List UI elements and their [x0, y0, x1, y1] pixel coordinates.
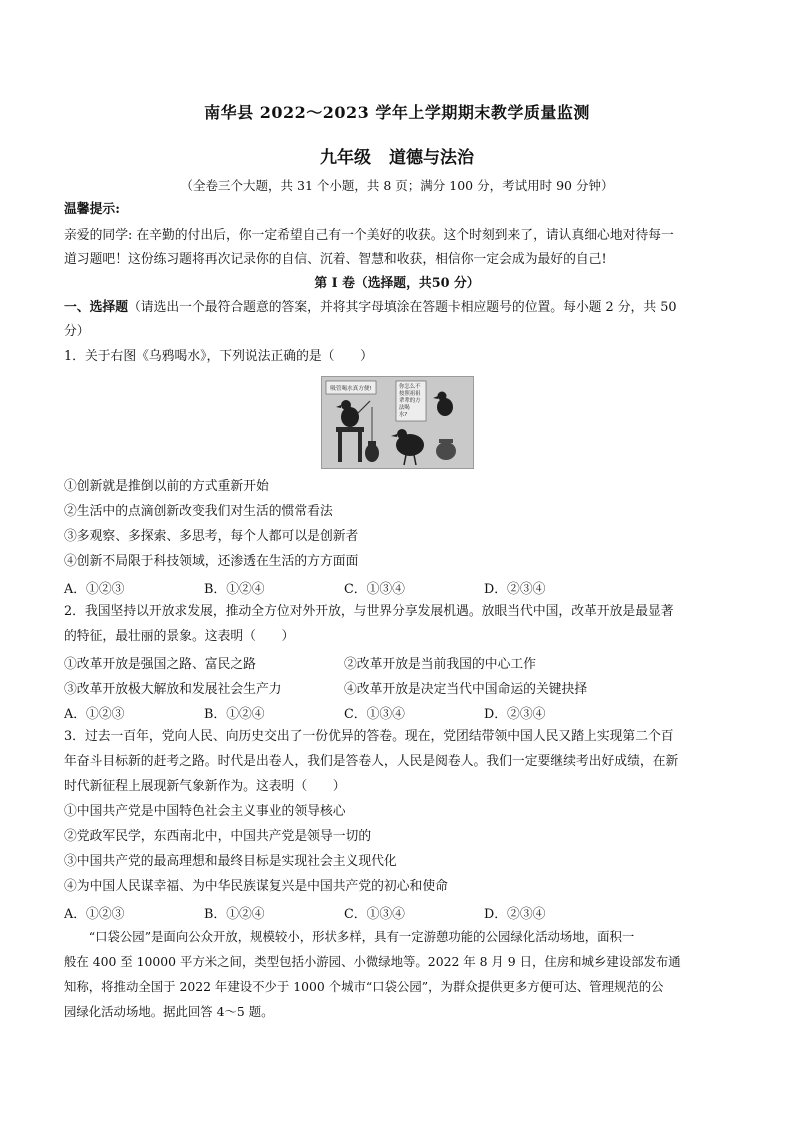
section-instructions-1 [64, 299, 744, 317]
q1-options [64, 578, 744, 596]
q2-option-a: A．①②③ [64, 707, 125, 722]
q3-options [64, 903, 744, 921]
material-line-2: 般在 400 至 10000 平方米之间，类型包括小游园、小微绿地等。2022 年 8 月 9 日，住房和城乡建设部发布通 [64, 954, 681, 969]
q3-option-b: B．①②④ [204, 907, 265, 922]
tips-label: 温馨提示: [64, 202, 120, 217]
bubble-left-text: 吸管喝水真方便! [330, 386, 372, 392]
material-line-1: “口袋公园”是面向公众开放，规模较小，形状多样，具有一定游憩功能的公园绿化活动场地，面积一 [88, 929, 635, 944]
q3-stem-2: 年奋斗目标新的赶考之路。时代是出卷人，我们是答卷人，人民是阅卷人。我们一定要继续考出好成绩，在新 [64, 754, 679, 769]
q1-item-4: ④创新不局限于科技领域，还渗透在生活的方方面面 [64, 554, 359, 569]
exam-note: （全卷三个大题，共 31 个小题，共 8 页；满分 100 分，考试用时 90 分钟） [180, 178, 614, 193]
q2-stem-1: 2．我国坚持以开放求发展，推动全方位对外开放，与世界分享发展机遇。放眼当代中国，改革开放是最显著 [64, 604, 674, 619]
q3-option-c: C．①③④ [344, 907, 405, 922]
section-instructions-text: （请选出一个最符合题意的答案，并将其字母填涂在答题卡相应题号的位置。每小题 2 分，共 50 [127, 300, 677, 315]
q3-item-2: ②党政军民学，东西南北中，中国共产党是领导一切的 [64, 829, 372, 844]
q3-option-a: A．①②③ [64, 907, 125, 922]
q3-item-3: ③中国共产党的最高理想和最终目标是实现社会主义现代化 [64, 854, 397, 869]
exam-title: 南华县 2022～2023 学年上学期期末教学质量监测 [204, 103, 590, 122]
q1-option-d: D．②③④ [484, 582, 546, 597]
material-line-3: 知称，将推动全国于 2022 年建设不少于 1000 个城市“口袋公园”，为群众提供更多方便可达、管理规范的公 [64, 979, 664, 994]
q3-item-4: ④为中国人民谋幸福、为中华民族谋复兴是中国共产党的初心和使命 [64, 879, 448, 894]
tips-line-2: 道习题吧！这份练习题将再次记录你的自信、沉着、智慧和收获，相信你一定会成为最好的自己! [64, 252, 607, 267]
section-heading: 第 I 卷（选择题，共50 分） [314, 276, 480, 291]
q2-item-3: ③改革开放极大解放和发展社会生产力 [64, 682, 282, 697]
material-line-4: 园绿化活动场地。据此回答 4～5 题。 [64, 1004, 274, 1019]
q2-items-row-2 [64, 678, 744, 696]
q1-option-a: A．①②③ [64, 582, 125, 597]
crow-drinking-figure [321, 376, 474, 469]
q1-option-b: B．①②④ [204, 582, 265, 597]
q1-item-1: ①创新就是推倒以前的方式重新开始 [64, 479, 269, 494]
exam-subtitle [0, 143, 794, 168]
q1-option-c: C．①③④ [344, 582, 405, 597]
q2-stem-2: 的特征，最壮丽的景象。这表明（ ） [64, 629, 295, 644]
q1-item-3: ③多观察、多探索、多思考，每个人都可以是创新者 [64, 529, 359, 544]
crow-drinking-illustration [322, 377, 473, 468]
q1-item-2: ②生活中的点滴创新改变我们对生活的惯常看法 [64, 504, 333, 519]
q2-item-4: ④改革开放是决定当代中国命运的关键抉择 [344, 682, 588, 697]
grade-label: 九年级 [320, 148, 371, 168]
q3-item-1: ①中国共产党是中国特色社会主义事业的领导核心 [64, 804, 346, 819]
q2-item-2: ②改革开放是当前我国的中心工作 [344, 657, 536, 672]
q2-items-row-1 [64, 653, 744, 671]
q2-option-c: C．①③④ [344, 707, 405, 722]
bubble-right-text: 你怎么不 按照祖祖 辈辈的方 法喝 水? [399, 384, 421, 418]
q3-stem-1: 3．过去一百年，党向人民、向历史交出了一份优异的答卷。现在，党团结带领中国人民又踏上实现第二个百 [64, 729, 674, 744]
q2-option-d: D．②③④ [484, 707, 546, 722]
q2-item-1: ①改革开放是强国之路、富民之路 [64, 657, 256, 672]
subject-label: 道德与法治 [389, 148, 474, 168]
q1-stem: 1．关于右图《乌鸦喝水》，下列说法正确的是（ ） [64, 349, 373, 364]
q2-option-b: B．①②④ [204, 707, 265, 722]
section-instructions-2: 分） [64, 324, 90, 339]
section-instructions-label: 一、选择题 [64, 300, 128, 315]
q3-option-d: D．②③④ [484, 907, 546, 922]
q2-options [64, 703, 744, 721]
q3-stem-3: 时代新征程上展现新气象新作为。这表明（ ） [64, 779, 346, 794]
tips-line-1: 亲爱的同学: 在辛勤的付出后，你一定希望自己有一个美好的收获。这个时刻到来了，请认真细心地对待每一 [64, 228, 674, 243]
